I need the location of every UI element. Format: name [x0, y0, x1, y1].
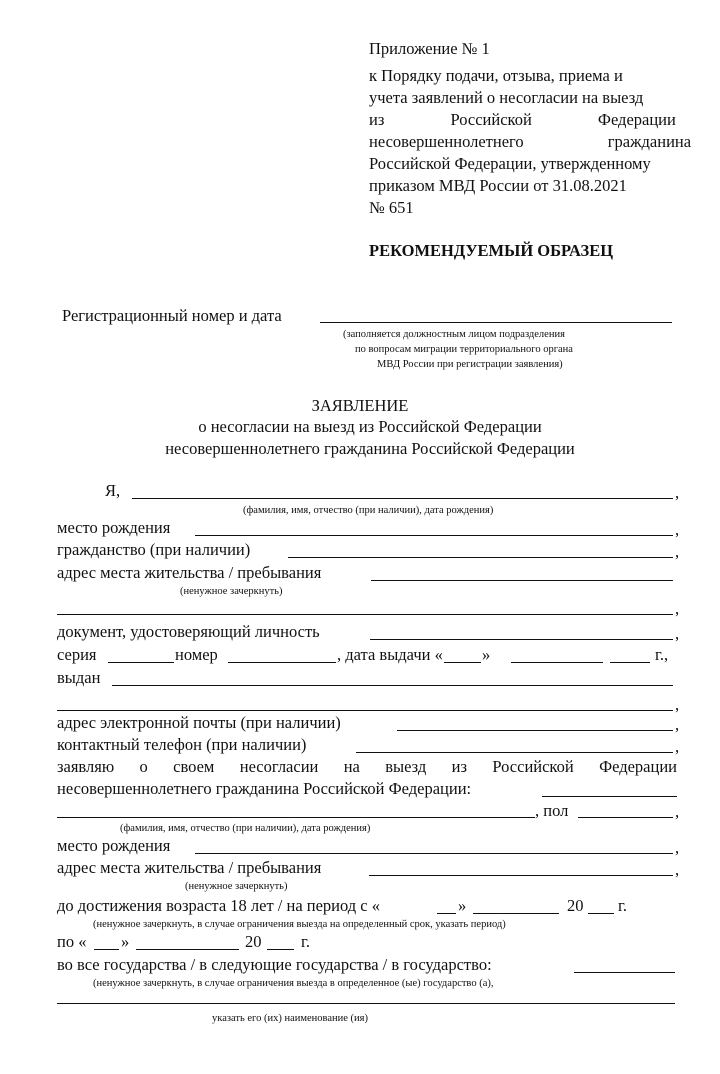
appendix-line-3-text: из Российской Федерации	[369, 110, 676, 129]
phone-field[interactable]	[356, 752, 673, 753]
period-year-suffix: г.	[618, 896, 628, 915]
appendix-line-1: к Порядку подачи, отзыва, приема и	[369, 66, 623, 85]
number-label: номер	[175, 645, 218, 664]
birthplace-field[interactable]	[195, 535, 673, 536]
to-label: по «	[57, 932, 87, 951]
document-title: ЗАЯВЛЕНИЕ	[311, 396, 409, 415]
issue-day-field[interactable]	[444, 662, 481, 663]
appendix-line-2: учета заявлений о несогласии на выезд	[369, 88, 644, 107]
states-label: во все государства / в следующие государства / в государство:	[57, 955, 492, 974]
phone-label: контактный телефон (при наличии)	[57, 735, 307, 754]
to-quote-close: »	[121, 932, 130, 951]
period-day-field[interactable]	[437, 913, 456, 914]
appendix-number: Приложение № 1	[369, 39, 490, 58]
minor-address-hint: (ненужное зачеркнуть)	[185, 881, 288, 892]
to-day-field[interactable]	[94, 949, 119, 950]
registration-hint-1: (заполняется должностным лицом подразделения	[343, 329, 565, 340]
number-field[interactable]	[228, 662, 336, 663]
appendix-line-6: приказом МВД России от 31.08.2021	[369, 176, 627, 195]
statement-line-1: заявляю о своем несогласии на выезд из Российской Федерации	[57, 757, 677, 776]
registration-field[interactable]	[320, 322, 672, 323]
states-hint: (ненужное зачеркнуть, в случае ограничения выезда в определенное (ые) государство (а),	[93, 978, 494, 989]
issued-by-label: выдан	[57, 668, 101, 687]
document-label: документ, удостоверяющий личность	[57, 622, 320, 641]
minor-address-label: адрес места жительства / пребывания	[57, 858, 322, 877]
to-year-prefix: 20	[245, 932, 262, 951]
comma: ,	[675, 737, 680, 756]
states-field[interactable]	[574, 972, 675, 973]
citizenship-label: гражданство (при наличии)	[57, 540, 251, 559]
registration-hint-2: по вопросам миграции территориального органа	[355, 344, 573, 355]
to-year-suffix: г.	[301, 932, 311, 951]
email-field[interactable]	[397, 730, 673, 731]
period-hint: (ненужное зачеркнуть, в случае ограничения выезда на определенный срок, указать период)	[93, 919, 506, 930]
sample-label: РЕКОМЕНДУЕМЫЙ ОБРАЗЕЦ	[369, 241, 614, 260]
appendix-line-7: № 651	[369, 198, 414, 217]
address-field-continued[interactable]	[57, 614, 673, 615]
comma: ,	[675, 599, 680, 618]
comma: ,	[675, 802, 680, 821]
comma: ,	[675, 483, 680, 502]
period-label: до достижения возраста 18 лет / на период с «	[57, 896, 381, 915]
registration-label: Регистрационный номер и дата	[62, 306, 282, 325]
series-label: серия	[57, 645, 97, 664]
address-label: адрес места жительства / пребывания	[57, 563, 322, 582]
issue-year-suffix: г.,	[655, 645, 669, 664]
sex-field[interactable]	[578, 817, 673, 818]
email-label: адрес электронной почты (при наличии)	[57, 713, 341, 732]
to-year-field[interactable]	[267, 949, 294, 950]
document-field[interactable]	[370, 639, 673, 640]
states-hint-2: указать его (их) наименование (ия)	[212, 1013, 368, 1024]
applicant-name-hint: (фамилия, имя, отчество (при наличии), дата рождения)	[243, 505, 494, 516]
minor-name-field[interactable]	[57, 817, 535, 818]
minor-birthplace-field[interactable]	[195, 853, 673, 854]
address-hint: (ненужное зачеркнуть)	[180, 586, 283, 597]
period-year-field[interactable]	[588, 913, 614, 914]
document-subtitle-2: несовершеннолетнего гражданина Российской Федерации	[165, 439, 575, 458]
minor-name-field-start[interactable]	[542, 796, 677, 797]
birthplace-label: место рождения	[57, 518, 171, 537]
issue-year-field[interactable]	[610, 662, 650, 663]
issue-date-label: , дата выдачи «	[337, 645, 443, 664]
issue-quote-close: »	[482, 645, 491, 664]
appendix-line-4: несовершеннолетнего гражданина	[369, 132, 692, 151]
minor-name-hint: (фамилия, имя, отчество (при наличии), дата рождения)	[120, 823, 371, 834]
appendix-line-5: Российской Федерации, утвержденному	[369, 154, 651, 173]
issued-by-field[interactable]	[112, 685, 673, 686]
registration-hint-3: МВД России при регистрации заявления)	[377, 359, 563, 370]
document-subtitle-1: о несогласии на выезд из Российской Федерации	[198, 417, 542, 436]
series-field[interactable]	[108, 662, 174, 663]
i-label: Я,	[105, 481, 121, 500]
citizenship-field[interactable]	[288, 557, 673, 558]
to-month-field[interactable]	[136, 949, 239, 950]
statement-line-2: несовершеннолетнего гражданина Российской Федерации:	[57, 779, 472, 798]
comma: ,	[675, 860, 680, 879]
comma: ,	[675, 695, 680, 714]
issued-by-field-continued[interactable]	[57, 710, 673, 711]
issue-month-field[interactable]	[511, 662, 603, 663]
period-month-field[interactable]	[473, 913, 559, 914]
period-year-prefix: 20	[567, 896, 584, 915]
sex-label: , пол	[535, 801, 569, 820]
address-field[interactable]	[371, 580, 673, 581]
minor-birthplace-label: место рождения	[57, 836, 171, 855]
appendix-line-3	[369, 110, 680, 130]
period-quote-close: »	[458, 896, 467, 915]
comma: ,	[675, 542, 680, 561]
comma: ,	[675, 520, 680, 539]
minor-address-field[interactable]	[369, 875, 673, 876]
comma: ,	[675, 715, 680, 734]
comma: ,	[675, 838, 680, 857]
comma: ,	[675, 624, 680, 643]
applicant-name-field[interactable]	[132, 498, 673, 499]
states-field-continued[interactable]	[57, 1003, 675, 1004]
